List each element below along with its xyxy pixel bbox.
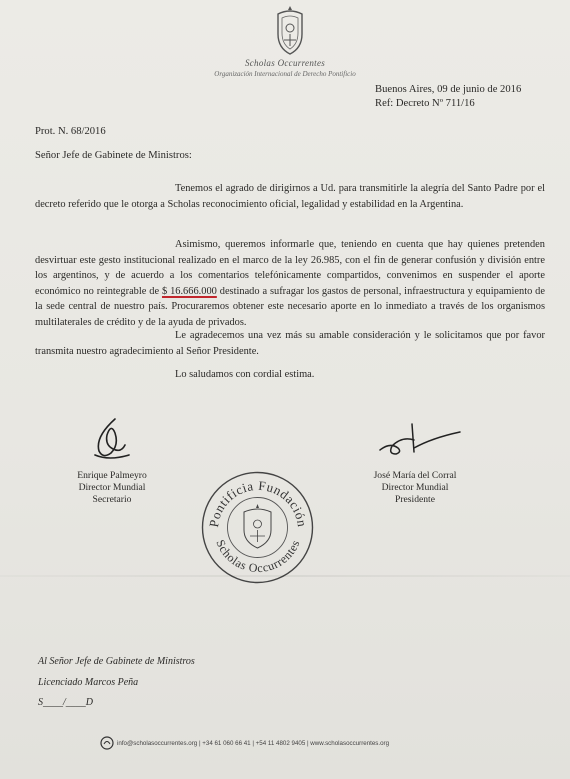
- scholas-crest-icon: [270, 4, 310, 58]
- svg-text:Scholas Occurrentes: [213, 538, 302, 576]
- signatory-left-name: Enrique Palmeyro: [77, 470, 147, 481]
- paragraph-2: [35, 237, 545, 331]
- addressee-name: Licenciado Marcos Peña: [38, 677, 139, 688]
- signatory-left: [57, 470, 167, 506]
- signatory-right: [355, 470, 475, 506]
- footer-contact: [95, 740, 495, 747]
- footer-contact-text: info@scholasoccurrentes.org | +34 61 060 66 41 | +54 11 4802 9405 | www.scholasoccurrentes.org: [117, 740, 390, 747]
- addressee-title: Al Señor Jefe de Gabinete de Ministros: [38, 656, 195, 667]
- salutation: Señor Jefe de Gabinete de Ministros:: [35, 150, 192, 161]
- signature-right-icon: [372, 418, 467, 460]
- paragraph-2-text-after: destinado a sufragar los gastos de personal, infraestructura y equipamiento de la sede central de nuestro país. Procuraremos obtener este necesario aporte en lo inmediato a través de los organismos multilaterales de crédito y de la ayuda de privados.: [35, 285, 545, 328]
- protocol-number: Prot. N. 68/2016: [35, 126, 106, 137]
- paragraph-3: [35, 328, 545, 359]
- organization-name: Scholas Occurrentes: [244, 58, 326, 68]
- paragraph-3-text: Le agradecemos una vez más su amable consideración y le solicitamos que por favor transmita nuestro agradecimiento al Señor Presidente.: [35, 330, 545, 357]
- place-and-date: Buenos Aires, 09 de junio de 2016: [375, 84, 522, 95]
- paragraph-1: [35, 181, 545, 212]
- signature-left-icon: [85, 415, 135, 465]
- decree-reference: Ref: Decreto Nº 711/16: [375, 98, 475, 109]
- paragraph-4: [35, 367, 545, 383]
- paragraph-1-text: Tenemos el agrado de dirigirnos a Ud. para transmitirle la alegría del Santo Padre por el decreto referido que le otorga a Scholas reconocimiento oficial, legalidad y estabilidad en la Argentina.: [35, 183, 545, 210]
- signatory-left-title: Director Mundial: [78, 482, 146, 493]
- seal-bottom-text: Scholas Occurrentes: [213, 537, 303, 576]
- seal-top-text: Pontificia Fundación: [206, 477, 310, 529]
- organization-subtitle: Organización Internacional de Derecho Pontificio: [214, 70, 356, 78]
- signatory-right-title: Director Mundial: [381, 482, 449, 493]
- signatory-right-role: Presidente: [395, 494, 435, 505]
- suspended-amount: $ 16.666.000: [161, 285, 217, 297]
- signatory-right-name: José María del Corral: [373, 470, 457, 481]
- paper-fold-line: [0, 575, 570, 577]
- signatory-left-role: Secretario: [92, 494, 132, 505]
- addressee-sd: S____/____D: [38, 697, 93, 708]
- foundation-seal-stamp: [200, 470, 315, 585]
- closing-text: Lo saludamos con cordial estima.: [175, 369, 315, 380]
- paragraph-2-text-before: Asimismo, queremos informarle que, teniendo en cuenta que hay quienes pretenden desvirtuar este gesto institucional realizado en el marco de la ley 26.985, con el fin de generar confusión y división entre los argentinos, y de acuerdo a los comentarios telefónicamente compartidos, convenimos en suspender el aporte económico no reintegrable de: [35, 239, 545, 297]
